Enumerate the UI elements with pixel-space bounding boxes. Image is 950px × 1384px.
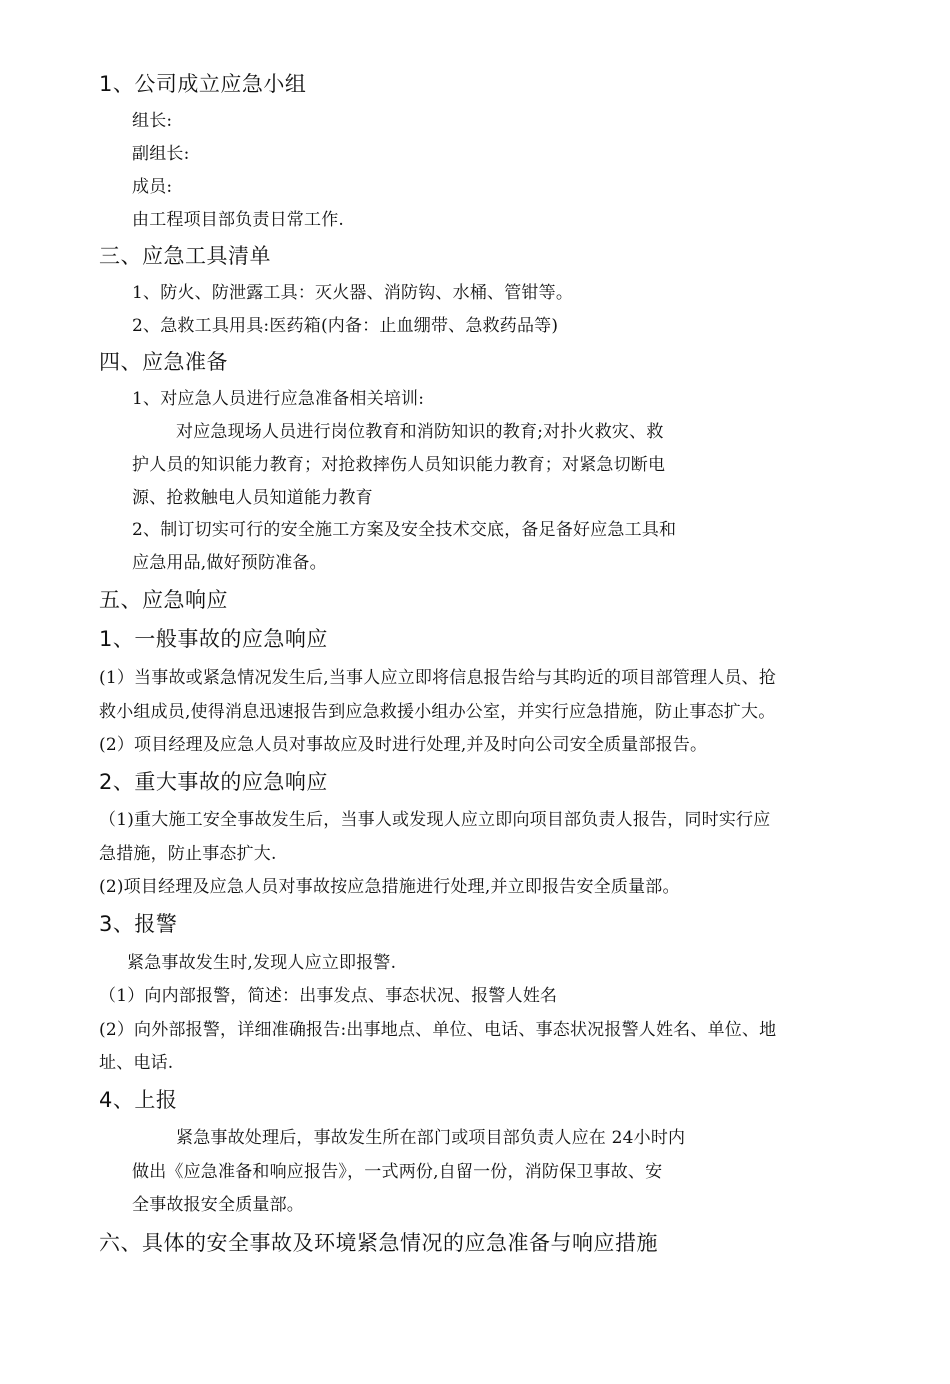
deputy-leader-line: 副组长: bbox=[132, 144, 190, 164]
report-line-2: 做出《应急准备和响应报告》，一式两份,自留一份，消防保卫事故、安 bbox=[132, 1162, 663, 1182]
tools-item-2: 2、急救工具用具:医药箱(内备：止血绷带、急救药品等) bbox=[132, 316, 559, 336]
tools-item-1: 1、防火、防泄露工具：灭火器、消防钩、水桶、管钳等。 bbox=[132, 283, 574, 303]
general-accident-line-2: 救小组成员,使得消息迅速报告到应急救援小组办公室，并实行应急措施，防止事态扩大。 bbox=[99, 702, 776, 722]
alarm-intro-line: 紧急事故发生时,发现人应立即报警. bbox=[127, 953, 397, 973]
report-line-1: 紧急事故处理后，事故发生所在部门或项目部负责人应在 24小时内 bbox=[176, 1128, 686, 1148]
preparation-item-2-line-2: 应急用品,做好预防准备。 bbox=[132, 553, 327, 573]
subheading-major-accident: 2、重大事故的应急响应 bbox=[99, 770, 328, 794]
preparation-paragraph-line-2: 护人员的知识能力教育；对抢救摔伤人员知识能力教育；对紧急切断电 bbox=[132, 455, 666, 475]
section-heading-emergency-team: 1、公司成立应急小组 bbox=[99, 72, 307, 96]
subheading-alarm: 3、报警 bbox=[99, 912, 178, 936]
preparation-item-1: 1、对应急人员进行应急准备相关培训: bbox=[132, 389, 425, 409]
external-alarm-line-2: 址、电话. bbox=[99, 1053, 174, 1073]
preparation-paragraph-line-1: 对应急现场人员进行岗位教育和消防知识的教育;对扑火救灾、救 bbox=[176, 422, 664, 442]
subheading-general-accident: 1、一般事故的应急响应 bbox=[99, 627, 328, 651]
major-accident-line-3: (2)项目经理及应急人员对事故按应急措施进行处理,并立即报告安全质量部。 bbox=[99, 877, 680, 897]
general-accident-line-3: (2）项目经理及应急人员对事故应及时进行处理,并及时向公司安全质量部报告。 bbox=[99, 735, 708, 755]
major-accident-line-2: 急措施，防止事态扩大. bbox=[99, 844, 277, 864]
internal-alarm-line: （1）向内部报警，简述：出事发点、事态状况、报警人姓名 bbox=[99, 986, 558, 1006]
team-leader-line: 组长: bbox=[132, 111, 173, 131]
report-line-3: 全事故报安全质量部。 bbox=[132, 1195, 304, 1215]
section-heading-tools: 三、应急工具清单 bbox=[99, 244, 271, 268]
subheading-report: 4、上报 bbox=[99, 1088, 178, 1112]
members-line: 成员: bbox=[132, 177, 173, 197]
major-accident-line-1: （1)重大施工安全事故发生后，当事人或发现人应立即向项目部负责人报告，同时实行应 bbox=[99, 810, 771, 830]
preparation-item-2-line-1: 2、制订切实可行的安全施工方案及安全技术交底，备足备好应急工具和 bbox=[132, 520, 677, 540]
section-heading-preparation: 四、应急准备 bbox=[99, 350, 228, 374]
section-heading-response: 五、应急响应 bbox=[99, 588, 228, 612]
general-accident-line-1: (1）当事故或紧急情况发生后,当事人应立即将信息报告给与其昀近的项目部管理人员、抢 bbox=[99, 668, 777, 688]
external-alarm-line-1: (2）向外部报警，详细准确报告:出事地点、单位、电话、事态状况报警人姓名、单位、地 bbox=[99, 1020, 777, 1040]
daily-work-line: 由工程项目部负责日常工作. bbox=[132, 210, 345, 230]
preparation-paragraph-line-3: 源、抢救触电人员知道能力教育 bbox=[132, 488, 373, 508]
section-heading-specific-measures: 六、具体的安全事故及环境紧急情况的应急准备与响应措施 bbox=[99, 1231, 658, 1255]
